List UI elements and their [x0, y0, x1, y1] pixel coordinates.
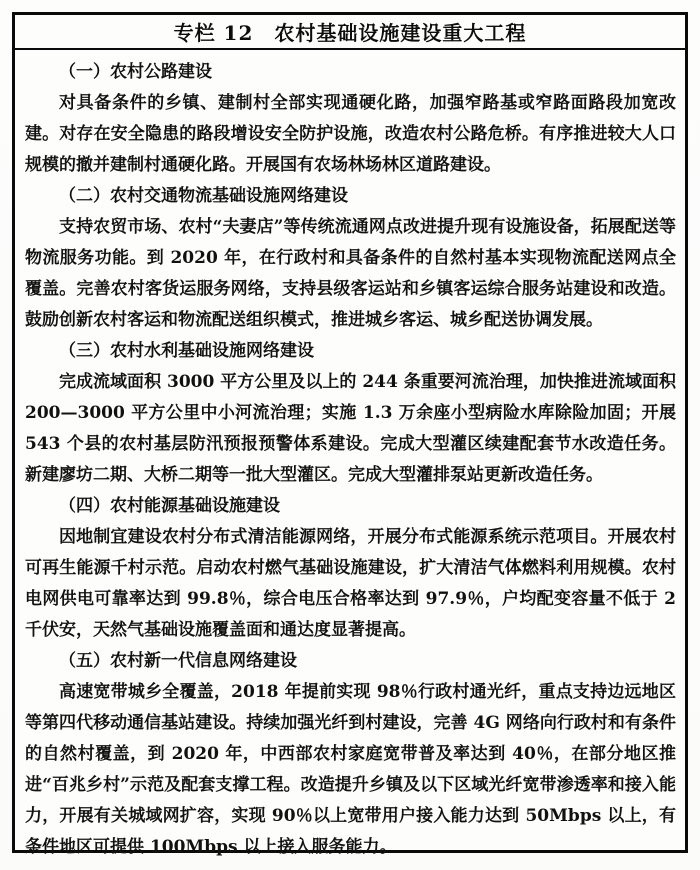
section-heading: （一）农村公路建设: [59, 62, 212, 82]
section-paragraph: 因地制宜建设农村分布式清洁能源网络，开展分布式能源系统示范项目。开展农村可再生能源千村示范。启动农村燃气基础设施建设，扩大清洁气体燃料利用规模。农村电网供电可靠率达到 99.8％，综合电压合格率达到 97.9％，户均配变容量不低于 2 千伏安，天然气基础设施覆盖面和通达度显著提高。: [25, 527, 676, 640]
section-heading: （五）农村新一代信息网络建设: [59, 651, 297, 671]
section-heading: （四）农村能源基础设施建设: [59, 496, 280, 516]
section-paragraph: 支持农贸市场、农村“夫妻店”等传统流通网点改进提升现有设施设备，拓展配送等物流服务功能。到 2020 年，在行政村和具备条件的自然村基本实现物流配送网点全覆盖。完善农村客货运服务网络，支持县级客运站和乡镇客运综合服务站建设和改造。鼓励创新农村客运和物流配送组织模式，推进城乡客运、城乡配送协调发展。: [25, 217, 676, 330]
section-paragraph: 完成流域面积 3000 平方公里及以上的 244 条重要河流治理，加快推进流域面积 200—3000 平方公里中小河流治理；实施 1.3 万余座小型病险水库除险加固；开展 543 个县的农村基层防汛预报预警体系建设。完成大型灌区续建配套节水改造任务。新建廖坊二期、大桥二期等一批大型灌区。完成大型灌排泵站更新改造任务。: [25, 372, 676, 485]
column-title-bar: [15, 15, 685, 50]
section-heading: （二）农村交通物流基础设施网络建设: [59, 186, 348, 206]
section-paragraph: 高速宽带城乡全覆盖，2018 年提前实现 98％行政村通光纤，重点支持边远地区等第四代移动通信基站建设。持续加强光纤到村建设，完善 4G 网络向行政村和有条件的自然村覆盖，到 2020 年，中西部农村家庭宽带普及率达到 40％，在部分地区推进“百兆乡村”示范及配套支撑工程。改造提升乡镇及以下区域光纤宽带渗透率和接入能力，开展有关城域网扩容，实现 90％以上宽带用户接入能力达到 50Mbps 以上，有条件地区可提供 100Mbps 以上接入服务能力。: [25, 682, 676, 857]
section-heading: （三）农村水利基础设施网络建设: [59, 341, 314, 361]
column-box-frame: [12, 12, 688, 857]
page-title: 专栏 12 农村基础设施建设重大工程: [173, 21, 527, 45]
box-body: [15, 50, 685, 863]
section-paragraph: 对具备条件的乡镇、建制村全部实现通硬化路，加强窄路基或窄路面路段加宽改建。对存在安全隐患的路段增设安全防护设施，改造农村公路危桥。有序推进较大人口规模的撤并建制村通硬化路。开展国有农场林场林区道路建设。: [25, 93, 676, 175]
